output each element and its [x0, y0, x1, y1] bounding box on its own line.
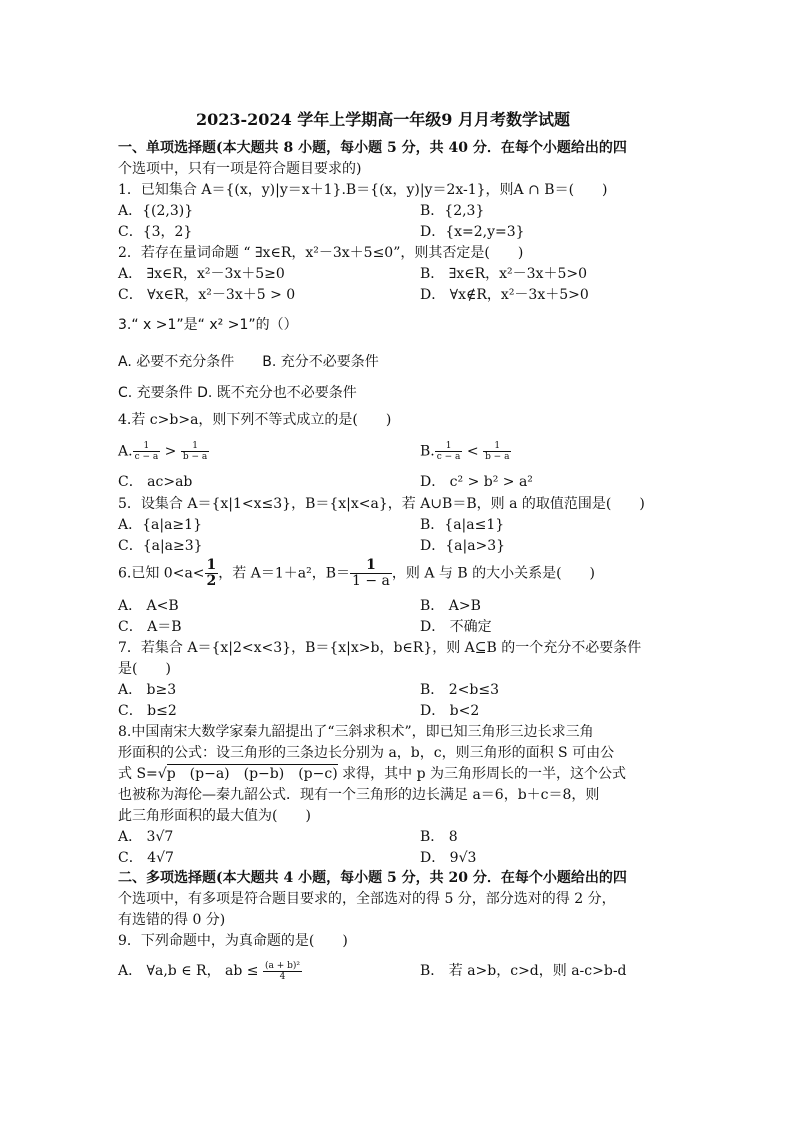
section2-heading-cont: 个选项中，有多项是符合题目要求的，全部选对的得 5 分，部分选对的得 2 分，	[118, 891, 616, 907]
q7-option-c: C． b≤2	[118, 703, 177, 719]
numerator: 1	[133, 441, 161, 452]
q8-option-c: C． 4√7	[118, 850, 174, 866]
q4-b-op: <	[462, 443, 484, 460]
denominator: c − a	[134, 452, 159, 462]
denominator: c − a	[436, 452, 461, 462]
fraction	[350, 558, 392, 589]
q8-formula-radicand: p (p−a) (p−b) (p−c)	[166, 766, 338, 782]
q6-stem	[118, 558, 595, 589]
denominator: 2	[206, 573, 217, 589]
q7-option-b: B． 2<b≤3	[420, 682, 499, 698]
q9-option-b: B． 若 a>b，c>d，则 a-c>b-d	[420, 963, 627, 979]
q6-stem-pre: 6.已知 0<a<	[118, 565, 205, 582]
numerator: 1	[435, 441, 463, 452]
denominator: b − a	[485, 452, 510, 462]
q6-option-c: C． A＝B	[118, 619, 182, 635]
q1-option-d: D．{x=2,y=3}	[420, 224, 525, 240]
numerator: 1	[350, 558, 392, 574]
q2-option-a: A． ∃x∈R，x²－3x＋5≥0	[118, 266, 285, 282]
q8-option-a: A． 3√7	[118, 829, 174, 845]
q5-option-a: A．{a|a≥1}	[118, 517, 202, 533]
q4-a-op: >	[160, 443, 181, 460]
fraction	[133, 441, 161, 462]
q4-b-prefix: B.	[420, 443, 435, 460]
section1-heading: 一、单项选择题(本大题共 8 小题，每小题 5 分，共 40 分．在每个小题给出的四	[118, 140, 627, 156]
q9-a-pre: A． ∀a,b ∈ R， ab ≤	[118, 963, 263, 979]
q1-option-a: A．{(2,3)}	[118, 203, 194, 219]
q5-option-b: B．{a|a≤1}	[420, 517, 505, 533]
q8-line3	[118, 764, 626, 784]
q6-option-b: B． A>B	[420, 598, 481, 614]
q8-option-b: B． 8	[420, 829, 458, 845]
q2-option-c: C． ∀x∈R，x²－3x＋5 > 0	[118, 287, 296, 303]
q5-stem: 5．设集合 A＝{x|1<x≤3}，B＝{x|x<a}，若 A∪B＝B，则 a 的取值范围是( )	[118, 496, 645, 512]
q6-option-a: A． A<B	[118, 598, 179, 614]
q4-option-c: C． ac>ab	[118, 474, 193, 490]
q1-option-b: B．{2,3}	[420, 203, 485, 219]
q8-formula-post: 求得，其中 p 为三角形周长的一半，这个公式	[337, 766, 626, 782]
q3-stem: 3.“ x >1”是“ x² >1”的（）	[118, 317, 298, 333]
fraction	[181, 441, 209, 462]
denominator: b − a	[182, 452, 208, 462]
q3-options-ab: A. 必要不充分条件 B. 充分不必要条件	[118, 354, 379, 370]
q4-option-d: D． c² > b² > a²	[420, 474, 533, 490]
page-title: 2023-2024 学年上学期高一年级9 月月考数学试题	[196, 110, 570, 129]
q8-option-d: D． 9√3	[420, 850, 477, 866]
q2-option-d: D． ∀x∉R，x²－3x＋5>0	[420, 287, 589, 303]
q6-stem-mid: ，若 A＝1＋a²，B＝	[218, 565, 350, 582]
q7-stem: 7．若集合 A＝{x|2<x<3}，B＝{x|x>b，b∈R}，则 A⊆B 的一个充分不必要条件	[118, 640, 642, 656]
q3-options-cd: C. 充要条件 D. 既不充分也不必要条件	[118, 385, 357, 401]
q6-option-d: D． 不确定	[420, 619, 492, 635]
q7-option-a: A． b≥3	[118, 682, 177, 698]
q4-stem: 4.若 c>b>a，则下列不等式成立的是( )	[118, 412, 392, 428]
q4-a-prefix: A.	[118, 443, 133, 460]
numerator: 1	[181, 441, 209, 452]
denominator: 1 − a	[352, 573, 390, 589]
q5-option-d: D．{a|a>3}	[420, 538, 506, 554]
section1-heading-cont: 个选项中，只有一项是符合题目要求的)	[118, 161, 362, 177]
fraction	[435, 441, 463, 462]
numerator: (a + b)²	[264, 960, 300, 971]
section2-heading: 二、多项选择题(本大题共 4 小题，每小题 5 分，共 20 分．在每个小题给出的四	[118, 870, 627, 886]
q2-stem: 2．若存在量词命题 “ ∃x∈R，x²－3x＋5≤0”，则其否定是( )	[118, 245, 524, 261]
numerator: 1	[206, 557, 217, 573]
q9-option-a	[118, 956, 302, 986]
q8-line4: 也被称为海伦—秦九韶公式．现有一个三角形的边长满足 a＝6，b＋c＝8，则	[118, 787, 600, 803]
q4-option-b	[420, 441, 511, 462]
q1-stem: 1．已知集合 A＝{(x，y)|y＝x＋1}.B＝{(x，y)|y＝2x-1}，则A ∩ B＝( )	[118, 182, 608, 198]
q8-line2: 形面积的公式：设三角形的三条边长分别为 a，b，c，则三角形的面积 S 可由公	[118, 745, 615, 761]
section2-heading-cont2: 有选错的得 0 分)	[118, 912, 226, 928]
q2-option-b: B． ∃x∈R，x²－3x＋5>0	[420, 266, 587, 282]
fraction	[205, 558, 219, 589]
q8-line5: 此三角形面积的最大值为( )	[118, 808, 311, 824]
q8-line1: 8.中国南宋大数学家秦九韶提出了“三斜求积术”，即已知三角形三边长求三角	[118, 724, 594, 740]
q9-stem: 9．下列命题中，为真命题的是( )	[118, 933, 348, 949]
q4-option-a	[118, 441, 209, 462]
q5-option-c: C．{a|a≥3}	[118, 538, 203, 554]
q7-option-d: D． b<2	[420, 703, 480, 719]
q1-option-c: C．{3，2}	[118, 224, 193, 240]
q7-stem-cont: 是( )	[118, 661, 171, 677]
denominator: 4	[279, 971, 286, 982]
numerator: 1	[483, 441, 511, 452]
q6-stem-post: ，则 A 与 B 的大小关系是( )	[391, 565, 596, 582]
q8-formula-pre: 式 S=√	[118, 766, 167, 782]
fraction	[483, 441, 511, 462]
fraction	[263, 961, 302, 982]
